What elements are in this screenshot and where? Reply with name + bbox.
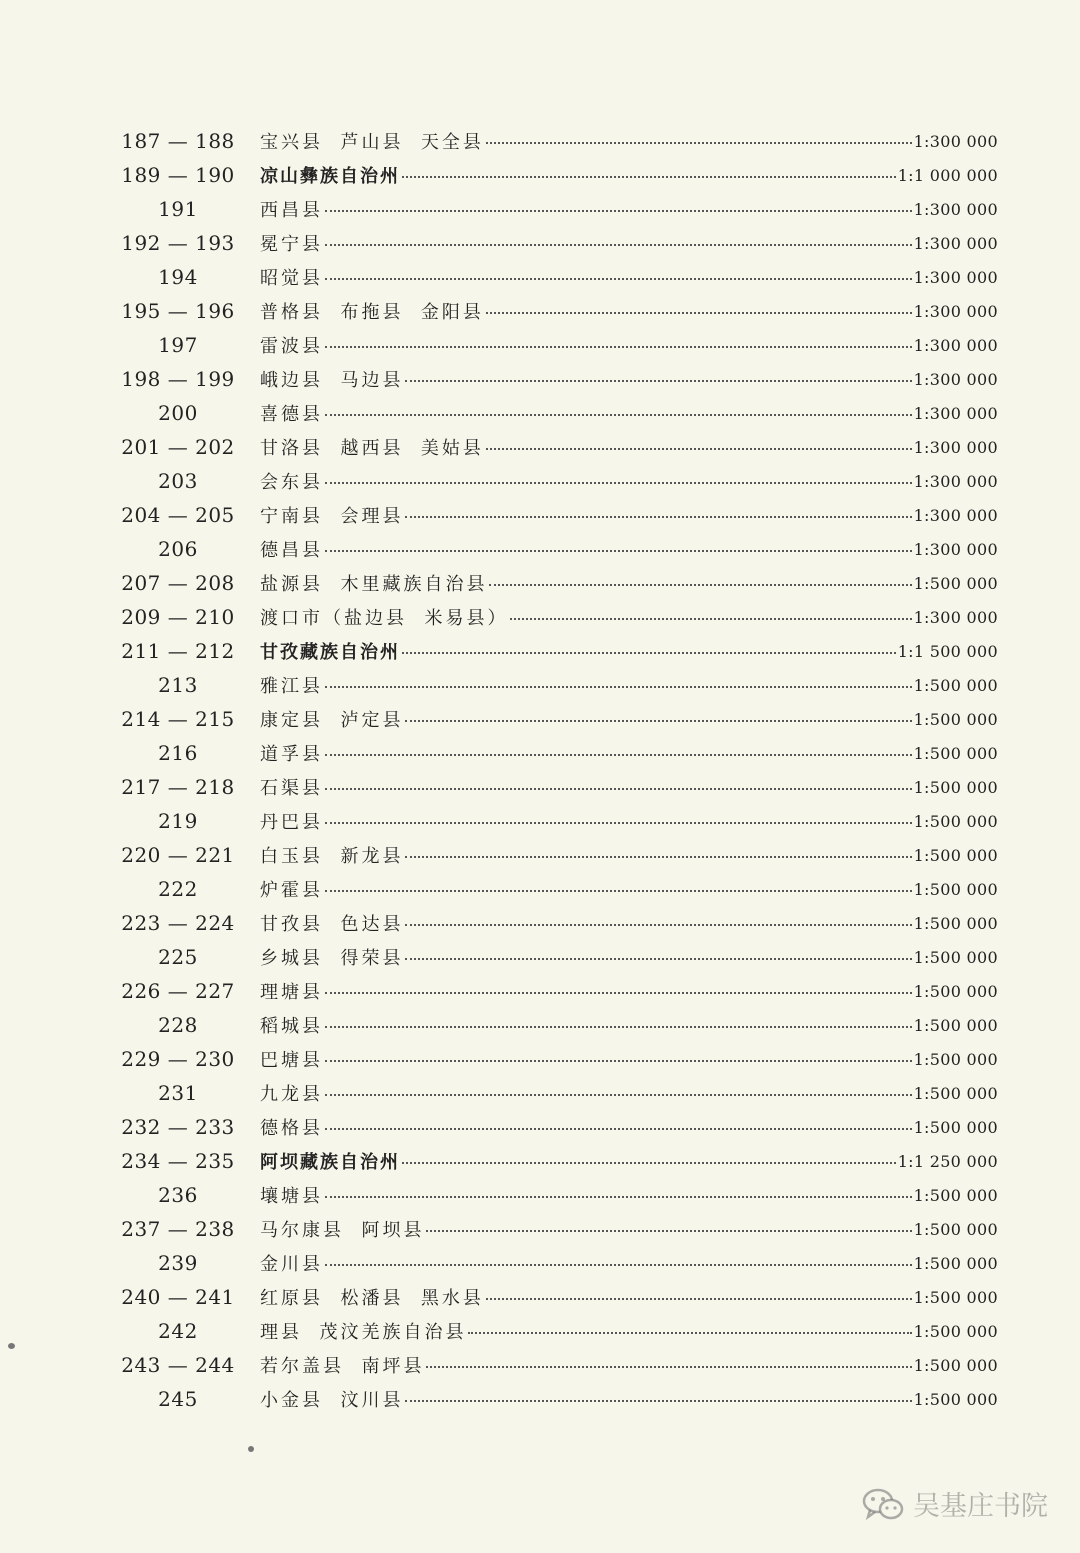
page-range: 213 bbox=[158, 673, 198, 697]
map-scale: 1:500 000 bbox=[913, 811, 998, 831]
map-title: 宁南县 会理县 bbox=[260, 506, 404, 527]
toc-entry bbox=[260, 638, 998, 664]
toc-entry bbox=[260, 366, 998, 392]
map-scale: 1:1 250 000 bbox=[897, 1151, 998, 1171]
map-title: 道孚县 bbox=[260, 744, 323, 765]
map-title: 雷波县 bbox=[260, 336, 323, 357]
toc-entry bbox=[260, 1012, 998, 1038]
map-scale: 1:500 000 bbox=[913, 1355, 998, 1375]
toc-entry bbox=[260, 298, 998, 324]
map-scale: 1:300 000 bbox=[913, 369, 998, 389]
toc-entry bbox=[260, 910, 998, 936]
map-title: 峨边县 马边县 bbox=[260, 370, 404, 391]
map-title: 乡城县 得荣县 bbox=[260, 948, 404, 969]
toc-entry bbox=[260, 536, 998, 562]
dot-leader bbox=[486, 448, 912, 450]
page-range: 209 — 210 bbox=[121, 605, 235, 629]
map-title: 雅江县 bbox=[260, 676, 323, 697]
toc-row bbox=[0, 1042, 1080, 1076]
toc-entry bbox=[260, 842, 998, 868]
map-scale: 1:300 000 bbox=[913, 233, 998, 253]
map-title: 白玉县 新龙县 bbox=[260, 846, 404, 867]
page-range: 225 bbox=[158, 945, 198, 969]
map-scale: 1:300 000 bbox=[913, 301, 998, 321]
map-scale: 1:500 000 bbox=[913, 1049, 998, 1069]
watermark-text: 吴基庄书院 bbox=[913, 1491, 1048, 1522]
page-range: 206 bbox=[158, 537, 198, 561]
map-scale: 1:500 000 bbox=[913, 1219, 998, 1239]
page-range: 219 bbox=[158, 809, 198, 833]
toc-entry bbox=[260, 1182, 998, 1208]
map-title: 稻城县 bbox=[260, 1016, 323, 1037]
dot-leader bbox=[325, 890, 912, 892]
toc-row bbox=[0, 940, 1080, 974]
map-title: 冕宁县 bbox=[260, 234, 323, 255]
map-title: 理塘县 bbox=[260, 982, 323, 1003]
toc-entry bbox=[260, 1080, 998, 1106]
dot-leader bbox=[405, 1400, 911, 1402]
map-title: 昭觉县 bbox=[260, 268, 323, 289]
map-title: 宝兴县 芦山县 天全县 bbox=[260, 132, 484, 153]
toc-row bbox=[0, 532, 1080, 566]
dot-leader bbox=[325, 346, 912, 348]
toc-entry bbox=[260, 1318, 998, 1344]
toc-entry bbox=[260, 264, 998, 290]
toc-entry bbox=[260, 672, 998, 698]
map-title: 甘洛县 越西县 美姑县 bbox=[260, 438, 484, 459]
map-scale: 1:500 000 bbox=[913, 777, 998, 797]
dot-leader bbox=[402, 1162, 896, 1164]
page-range: 240 — 241 bbox=[121, 1285, 235, 1309]
page-range: 239 bbox=[158, 1251, 198, 1275]
map-scale: 1:300 000 bbox=[913, 199, 998, 219]
toc-entry bbox=[260, 196, 998, 222]
map-title: 普格县 布拖县 金阳县 bbox=[260, 302, 484, 323]
page-range: 200 bbox=[158, 401, 198, 425]
paper-speck bbox=[248, 1446, 254, 1452]
page-range: 198 — 199 bbox=[121, 367, 235, 391]
toc-row bbox=[0, 1246, 1080, 1280]
toc-entry bbox=[260, 978, 998, 1004]
map-scale: 1:500 000 bbox=[913, 845, 998, 865]
map-scale: 1:300 000 bbox=[913, 505, 998, 525]
toc-row bbox=[0, 260, 1080, 294]
page-range: 245 bbox=[158, 1387, 198, 1411]
page-range: 187 — 188 bbox=[121, 129, 235, 153]
map-scale: 1:300 000 bbox=[913, 131, 998, 151]
toc-row bbox=[0, 906, 1080, 940]
map-title: 甘孜藏族自治州 bbox=[260, 642, 400, 663]
dot-leader bbox=[405, 958, 911, 960]
toc-row bbox=[0, 430, 1080, 464]
toc-entry bbox=[260, 1216, 998, 1242]
map-scale: 1:500 000 bbox=[913, 675, 998, 695]
toc-row bbox=[0, 668, 1080, 702]
dot-leader bbox=[426, 1366, 911, 1368]
map-scale: 1:300 000 bbox=[913, 539, 998, 559]
dot-leader bbox=[325, 210, 912, 212]
toc-row bbox=[0, 702, 1080, 736]
map-title: 金川县 bbox=[260, 1254, 323, 1275]
page-range: 195 — 196 bbox=[121, 299, 235, 323]
toc-row bbox=[0, 1008, 1080, 1042]
map-title: 若尔盖县 南坪县 bbox=[260, 1356, 425, 1377]
toc-entry bbox=[260, 502, 998, 528]
page-range: 220 — 221 bbox=[121, 843, 235, 867]
toc-entry bbox=[260, 400, 998, 426]
dot-leader bbox=[510, 618, 911, 620]
dot-leader bbox=[405, 516, 911, 518]
page-range: 214 — 215 bbox=[121, 707, 235, 731]
dot-leader bbox=[325, 278, 912, 280]
map-scale: 1:500 000 bbox=[913, 1015, 998, 1035]
toc-entry bbox=[260, 1352, 998, 1378]
dot-leader bbox=[325, 822, 912, 824]
dot-leader bbox=[325, 1264, 912, 1266]
toc-row bbox=[0, 600, 1080, 634]
toc-entry bbox=[260, 1148, 998, 1174]
map-scale: 1:500 000 bbox=[913, 879, 998, 899]
map-title: 炉霍县 bbox=[260, 880, 323, 901]
page-range: 197 bbox=[158, 333, 198, 357]
dot-leader bbox=[405, 380, 911, 382]
toc-row bbox=[0, 1076, 1080, 1110]
dot-leader bbox=[325, 414, 912, 416]
dot-leader bbox=[426, 1230, 911, 1232]
page-range: 194 bbox=[158, 265, 198, 289]
toc-row bbox=[0, 124, 1080, 158]
toc-entry bbox=[260, 162, 998, 188]
toc-row bbox=[0, 736, 1080, 770]
toc-entry bbox=[260, 1114, 998, 1140]
toc-row bbox=[0, 362, 1080, 396]
map-title: 石渠县 bbox=[260, 778, 323, 799]
map-scale: 1:300 000 bbox=[913, 471, 998, 491]
dot-leader bbox=[325, 1060, 912, 1062]
page-range: 226 — 227 bbox=[121, 979, 235, 1003]
map-scale: 1:500 000 bbox=[913, 981, 998, 1001]
toc-row bbox=[0, 498, 1080, 532]
page-range: 189 — 190 bbox=[121, 163, 235, 187]
toc-row bbox=[0, 1110, 1080, 1144]
toc-row bbox=[0, 770, 1080, 804]
map-title: 红原县 松潘县 黑水县 bbox=[260, 1288, 484, 1309]
dot-leader bbox=[325, 244, 912, 246]
map-title: 渡口市（盐边县 米易县） bbox=[260, 608, 509, 629]
map-scale: 1:500 000 bbox=[913, 1321, 998, 1341]
map-title: 九龙县 bbox=[260, 1084, 323, 1105]
dot-leader bbox=[325, 788, 912, 790]
dot-leader bbox=[325, 1094, 912, 1096]
dot-leader bbox=[325, 550, 912, 552]
toc-entry bbox=[260, 1284, 998, 1310]
dot-leader bbox=[405, 720, 911, 722]
dot-leader bbox=[325, 686, 912, 688]
page-range: 242 bbox=[158, 1319, 198, 1343]
toc-row bbox=[0, 566, 1080, 600]
toc-row bbox=[0, 974, 1080, 1008]
page-range: 234 — 235 bbox=[121, 1149, 235, 1173]
dot-leader bbox=[325, 992, 912, 994]
toc-row bbox=[0, 872, 1080, 906]
page-range: 243 — 244 bbox=[121, 1353, 235, 1377]
toc-entry bbox=[260, 774, 998, 800]
dot-leader bbox=[486, 312, 912, 314]
page-range: 232 — 233 bbox=[121, 1115, 235, 1139]
toc-row bbox=[0, 192, 1080, 226]
page-range: 229 — 230 bbox=[121, 1047, 235, 1071]
map-title: 丹巴县 bbox=[260, 812, 323, 833]
map-scale: 1:300 000 bbox=[913, 335, 998, 355]
paper-speck bbox=[8, 1343, 15, 1349]
toc-entry bbox=[260, 876, 998, 902]
page-range: 203 bbox=[158, 469, 198, 493]
map-scale: 1:500 000 bbox=[913, 1253, 998, 1273]
dot-leader bbox=[325, 1026, 912, 1028]
dot-leader bbox=[402, 652, 896, 654]
page-range: 201 — 202 bbox=[121, 435, 235, 459]
map-scale: 1:1 500 000 bbox=[897, 641, 998, 661]
toc-row bbox=[0, 1280, 1080, 1314]
map-title: 甘孜县 色达县 bbox=[260, 914, 404, 935]
dot-leader bbox=[325, 482, 912, 484]
toc-entry bbox=[260, 230, 998, 256]
page-range: 211 — 212 bbox=[121, 639, 235, 663]
dot-leader bbox=[405, 856, 911, 858]
map-title: 巴塘县 bbox=[260, 1050, 323, 1071]
toc-row bbox=[0, 804, 1080, 838]
map-scale: 1:300 000 bbox=[913, 607, 998, 627]
map-title: 康定县 泸定县 bbox=[260, 710, 404, 731]
page-range: 231 bbox=[158, 1081, 198, 1105]
page-range: 192 — 193 bbox=[121, 231, 235, 255]
dot-leader bbox=[402, 176, 896, 178]
toc-row bbox=[0, 634, 1080, 668]
dot-leader bbox=[325, 1128, 912, 1130]
page-range: 217 — 218 bbox=[121, 775, 235, 799]
toc-entry bbox=[260, 808, 998, 834]
map-scale: 1:500 000 bbox=[913, 913, 998, 933]
map-scale: 1:500 000 bbox=[913, 1083, 998, 1103]
map-scale: 1:500 000 bbox=[913, 1287, 998, 1307]
toc-entry bbox=[260, 468, 998, 494]
toc-entry bbox=[260, 944, 998, 970]
map-scale: 1:500 000 bbox=[913, 947, 998, 967]
page-range: 222 bbox=[158, 877, 198, 901]
map-title: 凉山彝族自治州 bbox=[260, 166, 400, 187]
page-range: 216 bbox=[158, 741, 198, 765]
page-range: 223 — 224 bbox=[121, 911, 235, 935]
dot-leader bbox=[486, 1298, 912, 1300]
toc-entry bbox=[260, 332, 998, 358]
toc-entry bbox=[260, 1250, 998, 1276]
toc-entry bbox=[260, 1386, 998, 1412]
toc-entry bbox=[260, 706, 998, 732]
page-range: 204 — 205 bbox=[121, 503, 235, 527]
toc-row bbox=[0, 1382, 1080, 1416]
toc-row bbox=[0, 1314, 1080, 1348]
dot-leader bbox=[486, 142, 912, 144]
toc-entry bbox=[260, 570, 998, 596]
map-title: 马尔康县 阿坝县 bbox=[260, 1220, 425, 1241]
map-scale: 1:500 000 bbox=[913, 743, 998, 763]
toc-row bbox=[0, 838, 1080, 872]
map-scale: 1:300 000 bbox=[913, 403, 998, 423]
toc-row bbox=[0, 328, 1080, 362]
toc-row bbox=[0, 226, 1080, 260]
toc-entry bbox=[260, 604, 998, 630]
toc-row bbox=[0, 1178, 1080, 1212]
map-title: 盐源县 木里藏族自治县 bbox=[260, 574, 488, 595]
dot-leader bbox=[489, 584, 911, 586]
page-range: 228 bbox=[158, 1013, 198, 1037]
map-scale: 1:300 000 bbox=[913, 267, 998, 287]
wechat-icon bbox=[861, 1486, 905, 1522]
map-scale: 1:500 000 bbox=[913, 1389, 998, 1409]
page-range: 191 bbox=[158, 197, 198, 221]
toc-entry bbox=[260, 128, 998, 154]
watermark bbox=[861, 1484, 1048, 1523]
map-scale: 1:500 000 bbox=[913, 709, 998, 729]
toc-entry bbox=[260, 1046, 998, 1072]
map-title: 德格县 bbox=[260, 1118, 323, 1139]
toc-entry bbox=[260, 740, 998, 766]
page-range: 207 — 208 bbox=[121, 571, 235, 595]
dot-leader bbox=[405, 924, 911, 926]
map-title: 壤塘县 bbox=[260, 1186, 323, 1207]
page-range: 236 bbox=[158, 1183, 198, 1207]
toc-row bbox=[0, 1144, 1080, 1178]
map-scale: 1:1 000 000 bbox=[897, 165, 998, 185]
toc-entry bbox=[260, 434, 998, 460]
map-title: 小金县 汶川县 bbox=[260, 1390, 404, 1411]
dot-leader bbox=[468, 1332, 911, 1334]
dot-leader bbox=[325, 1196, 912, 1198]
toc-row bbox=[0, 396, 1080, 430]
map-title: 德昌县 bbox=[260, 540, 323, 561]
table-of-contents bbox=[0, 124, 1080, 1416]
map-scale: 1:300 000 bbox=[913, 437, 998, 457]
map-scale: 1:500 000 bbox=[913, 1185, 998, 1205]
toc-row bbox=[0, 1212, 1080, 1246]
map-scale: 1:500 000 bbox=[913, 1117, 998, 1137]
toc-row bbox=[0, 464, 1080, 498]
page-range: 237 — 238 bbox=[121, 1217, 235, 1241]
map-title: 阿坝藏族自治州 bbox=[260, 1152, 400, 1173]
dot-leader bbox=[325, 754, 912, 756]
map-title: 理县 茂汶羌族自治县 bbox=[260, 1322, 467, 1343]
map-title: 西昌县 bbox=[260, 200, 323, 221]
toc-row bbox=[0, 158, 1080, 192]
toc-row bbox=[0, 294, 1080, 328]
map-title: 喜德县 bbox=[260, 404, 323, 425]
map-scale: 1:500 000 bbox=[913, 573, 998, 593]
map-title: 会东县 bbox=[260, 472, 323, 493]
toc-row bbox=[0, 1348, 1080, 1382]
